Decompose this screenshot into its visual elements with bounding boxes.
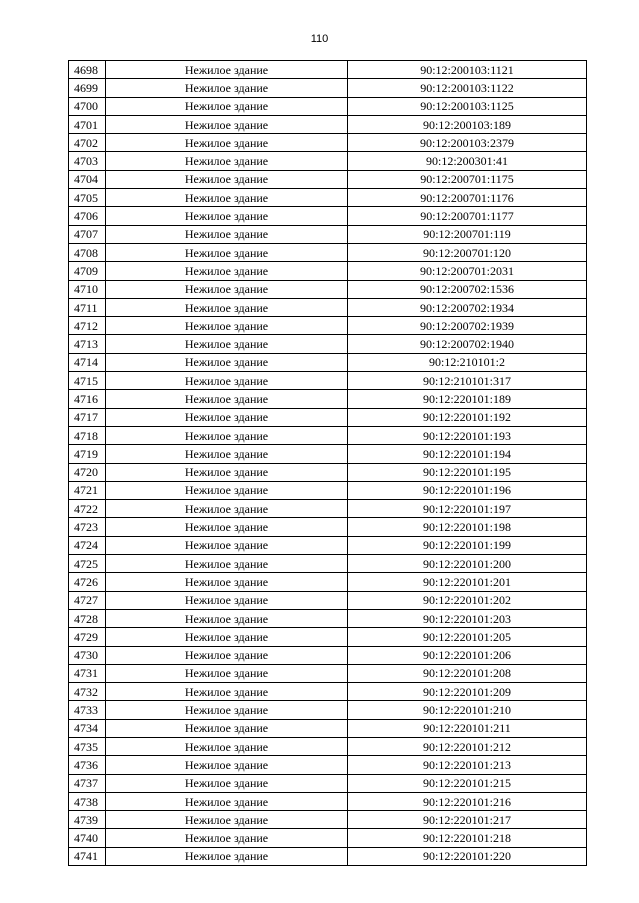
object-type-cell: Нежилое здание (106, 628, 348, 646)
row-number-cell: 4725 (69, 555, 106, 573)
object-type-cell: Нежилое здание (106, 189, 348, 207)
row-number-cell: 4727 (69, 591, 106, 609)
row-number-cell: 4734 (69, 719, 106, 737)
cadastral-number-cell: 90:12:220101:205 (348, 628, 587, 646)
object-type-cell: Нежилое здание (106, 756, 348, 774)
table-row (69, 298, 587, 316)
cadastral-number-cell: 90:12:220101:212 (348, 737, 587, 755)
object-type-cell: Нежилое здание (106, 79, 348, 97)
object-type-cell: Нежилое здание (106, 646, 348, 664)
cadastral-number-cell: 90:12:200702:1939 (348, 317, 587, 335)
cadastral-number-cell: 90:12:220101:215 (348, 774, 587, 792)
cadastral-number-cell: 90:12:220101:201 (348, 573, 587, 591)
row-number-cell: 4735 (69, 737, 106, 755)
table-row (69, 262, 587, 280)
object-type-cell: Нежилое здание (106, 847, 348, 865)
registry-table (68, 60, 587, 866)
row-number-cell: 4717 (69, 408, 106, 426)
table-row (69, 317, 587, 335)
row-number-cell: 4733 (69, 701, 106, 719)
table-row (69, 115, 587, 133)
row-number-cell: 4737 (69, 774, 106, 792)
object-type-cell: Нежилое здание (106, 719, 348, 737)
cadastral-number-cell: 90:12:220101:206 (348, 646, 587, 664)
cadastral-number-cell: 90:12:200301:41 (348, 152, 587, 170)
row-number-cell: 4704 (69, 170, 106, 188)
cadastral-number-cell: 90:12:200701:119 (348, 225, 587, 243)
row-number-cell: 4699 (69, 79, 106, 97)
object-type-cell: Нежилое здание (106, 664, 348, 682)
object-type-cell: Нежилое здание (106, 774, 348, 792)
cadastral-number-cell: 90:12:200701:2031 (348, 262, 587, 280)
object-type-cell: Нежилое здание (106, 463, 348, 481)
table-row (69, 847, 587, 865)
object-type-cell: Нежилое здание (106, 408, 348, 426)
table-row (69, 536, 587, 554)
row-number-cell: 4714 (69, 353, 106, 371)
row-number-cell: 4716 (69, 390, 106, 408)
cadastral-number-cell: 90:12:200702:1940 (348, 335, 587, 353)
table-row (69, 243, 587, 261)
cadastral-number-cell: 90:12:220101:208 (348, 664, 587, 682)
registry-table-body (69, 61, 587, 866)
table-row (69, 353, 587, 371)
row-number-cell: 4705 (69, 189, 106, 207)
table-row (69, 664, 587, 682)
table-row (69, 79, 587, 97)
row-number-cell: 4713 (69, 335, 106, 353)
table-row (69, 829, 587, 847)
row-number-cell: 4739 (69, 811, 106, 829)
table-row (69, 170, 587, 188)
cadastral-number-cell: 90:12:210101:317 (348, 372, 587, 390)
object-type-cell: Нежилое здание (106, 262, 348, 280)
row-number-cell: 4732 (69, 683, 106, 701)
object-type-cell: Нежилое здание (106, 609, 348, 627)
row-number-cell: 4715 (69, 372, 106, 390)
object-type-cell: Нежилое здание (106, 445, 348, 463)
object-type-cell: Нежилое здание (106, 115, 348, 133)
row-number-cell: 4701 (69, 115, 106, 133)
table-row (69, 792, 587, 810)
table-row (69, 683, 587, 701)
row-number-cell: 4698 (69, 61, 106, 79)
table-row (69, 774, 587, 792)
row-number-cell: 4702 (69, 134, 106, 152)
cadastral-number-cell: 90:12:220101:216 (348, 792, 587, 810)
cadastral-number-cell: 90:12:220101:203 (348, 609, 587, 627)
cadastral-number-cell: 90:12:200702:1536 (348, 280, 587, 298)
object-type-cell: Нежилое здание (106, 536, 348, 554)
table-row (69, 518, 587, 536)
object-type-cell: Нежилое здание (106, 591, 348, 609)
table-row (69, 372, 587, 390)
object-type-cell: Нежилое здание (106, 97, 348, 115)
table-row (69, 555, 587, 573)
row-number-cell: 4723 (69, 518, 106, 536)
object-type-cell: Нежилое здание (106, 518, 348, 536)
table-row (69, 719, 587, 737)
object-type-cell: Нежилое здание (106, 353, 348, 371)
cadastral-number-cell: 90:12:200702:1934 (348, 298, 587, 316)
row-number-cell: 4724 (69, 536, 106, 554)
object-type-cell: Нежилое здание (106, 555, 348, 573)
row-number-cell: 4731 (69, 664, 106, 682)
table-row (69, 335, 587, 353)
table-row (69, 152, 587, 170)
table-row (69, 445, 587, 463)
object-type-cell: Нежилое здание (106, 134, 348, 152)
object-type-cell: Нежилое здание (106, 317, 348, 335)
cadastral-number-cell: 90:12:220101:198 (348, 518, 587, 536)
cadastral-number-cell: 90:12:220101:202 (348, 591, 587, 609)
object-type-cell: Нежилое здание (106, 701, 348, 719)
row-number-cell: 4729 (69, 628, 106, 646)
table-row (69, 207, 587, 225)
object-type-cell: Нежилое здание (106, 737, 348, 755)
object-type-cell: Нежилое здание (106, 426, 348, 444)
row-number-cell: 4706 (69, 207, 106, 225)
cadastral-number-cell: 90:12:210101:2 (348, 353, 587, 371)
table-row (69, 408, 587, 426)
cadastral-number-cell: 90:12:220101:194 (348, 445, 587, 463)
table-row (69, 500, 587, 518)
row-number-cell: 4707 (69, 225, 106, 243)
row-number-cell: 4738 (69, 792, 106, 810)
object-type-cell: Нежилое здание (106, 829, 348, 847)
cadastral-number-cell: 90:12:220101:200 (348, 555, 587, 573)
object-type-cell: Нежилое здание (106, 811, 348, 829)
row-number-cell: 4712 (69, 317, 106, 335)
table-row (69, 701, 587, 719)
row-number-cell: 4728 (69, 609, 106, 627)
object-type-cell: Нежилое здание (106, 152, 348, 170)
table-row (69, 591, 587, 609)
row-number-cell: 4700 (69, 97, 106, 115)
cadastral-number-cell: 90:12:220101:189 (348, 390, 587, 408)
object-type-cell: Нежилое здание (106, 792, 348, 810)
object-type-cell: Нежилое здание (106, 207, 348, 225)
row-number-cell: 4720 (69, 463, 106, 481)
cadastral-number-cell: 90:12:220101:199 (348, 536, 587, 554)
table-row (69, 426, 587, 444)
cadastral-number-cell: 90:12:220101:195 (348, 463, 587, 481)
cadastral-number-cell: 90:12:220101:217 (348, 811, 587, 829)
object-type-cell: Нежилое здание (106, 225, 348, 243)
row-number-cell: 4722 (69, 500, 106, 518)
cadastral-number-cell: 90:12:200103:1121 (348, 61, 587, 79)
cadastral-number-cell: 90:12:220101:211 (348, 719, 587, 737)
cadastral-number-cell: 90:12:200103:189 (348, 115, 587, 133)
row-number-cell: 4741 (69, 847, 106, 865)
row-number-cell: 4740 (69, 829, 106, 847)
cadastral-number-cell: 90:12:220101:192 (348, 408, 587, 426)
cadastral-number-cell: 90:12:200701:1176 (348, 189, 587, 207)
row-number-cell: 4726 (69, 573, 106, 591)
object-type-cell: Нежилое здание (106, 280, 348, 298)
cadastral-number-cell: 90:12:200701:1177 (348, 207, 587, 225)
row-number-cell: 4718 (69, 426, 106, 444)
cadastral-number-cell: 90:12:220101:218 (348, 829, 587, 847)
table-row (69, 134, 587, 152)
table-row (69, 189, 587, 207)
row-number-cell: 4703 (69, 152, 106, 170)
row-number-cell: 4721 (69, 481, 106, 499)
cadastral-number-cell: 90:12:200701:1175 (348, 170, 587, 188)
row-number-cell: 4730 (69, 646, 106, 664)
table-row (69, 609, 587, 627)
object-type-cell: Нежилое здание (106, 61, 348, 79)
table-row (69, 97, 587, 115)
object-type-cell: Нежилое здание (106, 372, 348, 390)
object-type-cell: Нежилое здание (106, 335, 348, 353)
table-row (69, 646, 587, 664)
cadastral-number-cell: 90:12:200103:1125 (348, 97, 587, 115)
table-row (69, 61, 587, 79)
row-number-cell: 4710 (69, 280, 106, 298)
cadastral-number-cell: 90:12:220101:213 (348, 756, 587, 774)
object-type-cell: Нежилое здание (106, 298, 348, 316)
table-row (69, 481, 587, 499)
cadastral-number-cell: 90:12:220101:197 (348, 500, 587, 518)
cadastral-number-cell: 90:12:200103:1122 (348, 79, 587, 97)
cadastral-number-cell: 90:12:220101:210 (348, 701, 587, 719)
row-number-cell: 4711 (69, 298, 106, 316)
object-type-cell: Нежилое здание (106, 500, 348, 518)
cadastral-number-cell: 90:12:200701:120 (348, 243, 587, 261)
table-row (69, 756, 587, 774)
object-type-cell: Нежилое здание (106, 683, 348, 701)
cadastral-number-cell: 90:12:220101:196 (348, 481, 587, 499)
row-number-cell: 4719 (69, 445, 106, 463)
table-row (69, 463, 587, 481)
cadastral-number-cell: 90:12:200103:2379 (348, 134, 587, 152)
object-type-cell: Нежилое здание (106, 243, 348, 261)
cadastral-number-cell: 90:12:220101:209 (348, 683, 587, 701)
object-type-cell: Нежилое здание (106, 481, 348, 499)
row-number-cell: 4709 (69, 262, 106, 280)
table-row (69, 737, 587, 755)
object-type-cell: Нежилое здание (106, 573, 348, 591)
cadastral-number-cell: 90:12:220101:220 (348, 847, 587, 865)
table-row (69, 811, 587, 829)
row-number-cell: 4708 (69, 243, 106, 261)
object-type-cell: Нежилое здание (106, 170, 348, 188)
table-row (69, 573, 587, 591)
object-type-cell: Нежилое здание (106, 390, 348, 408)
table-row (69, 280, 587, 298)
table-row (69, 225, 587, 243)
row-number-cell: 4736 (69, 756, 106, 774)
page-number: 110 (310, 33, 329, 45)
table-row (69, 390, 587, 408)
cadastral-number-cell: 90:12:220101:193 (348, 426, 587, 444)
table-row (69, 628, 587, 646)
